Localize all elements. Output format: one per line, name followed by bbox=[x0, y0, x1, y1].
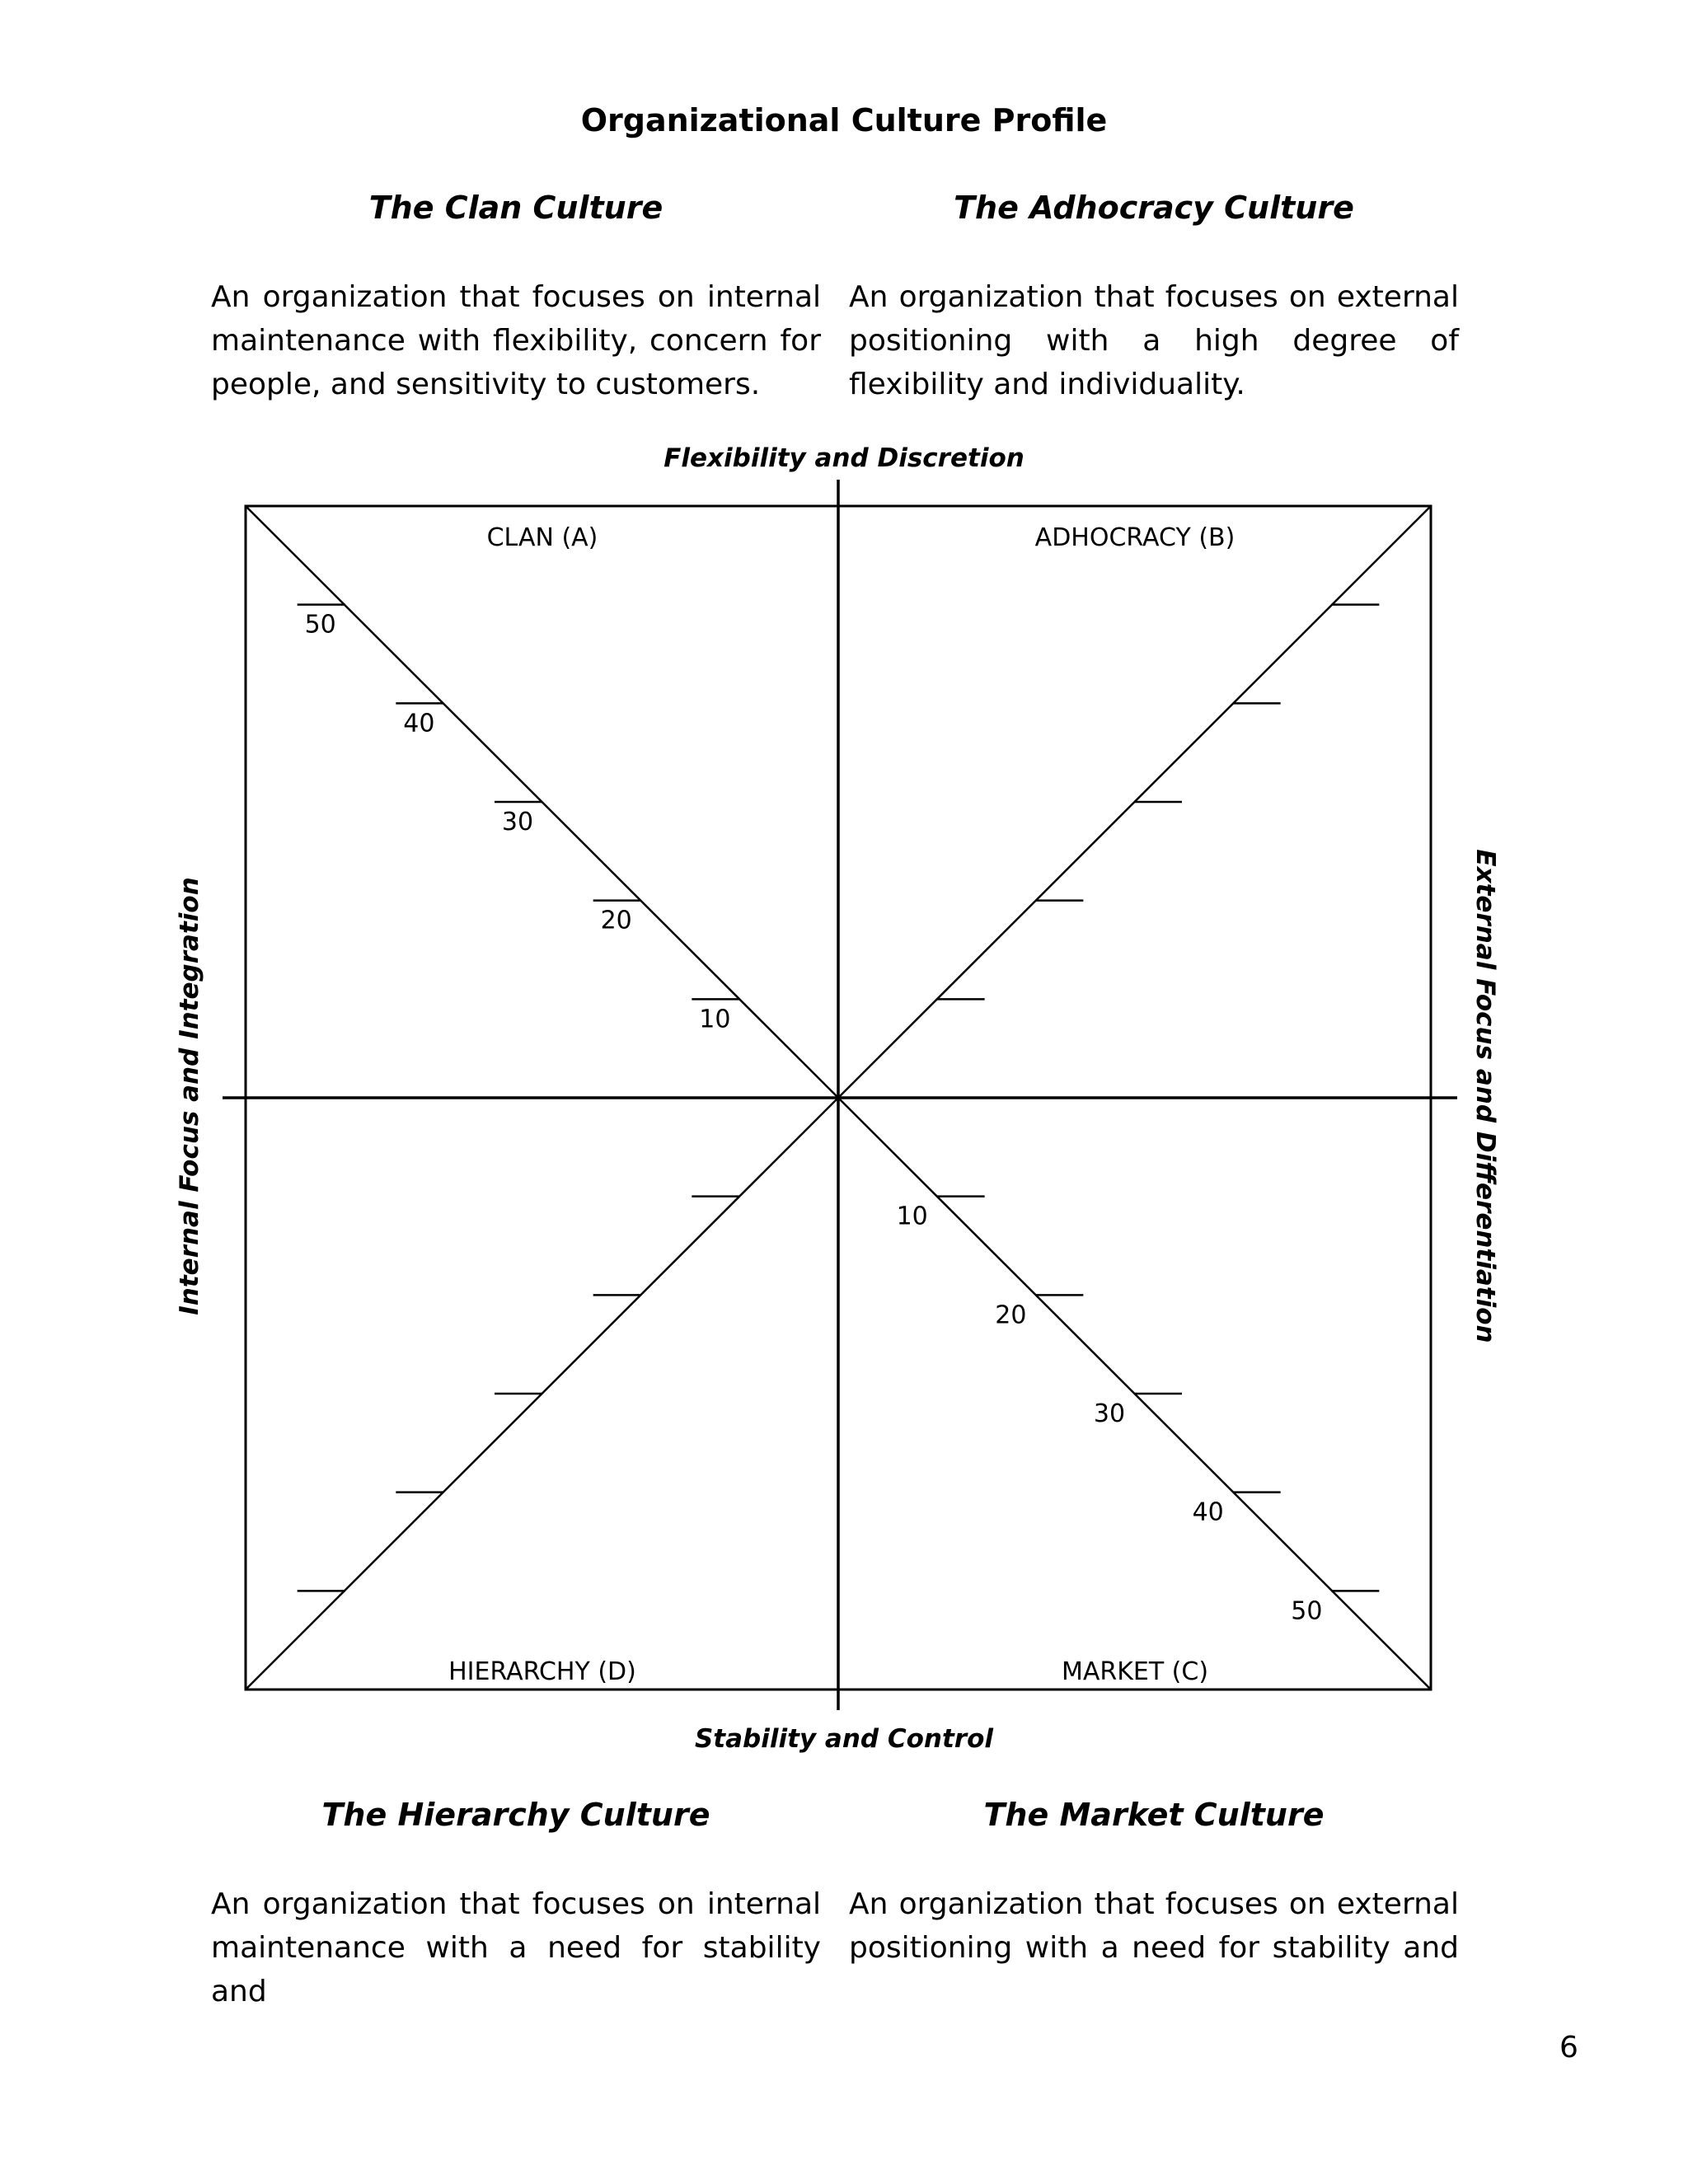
quadrant-label-hierarchy: HIERARCHY (D) bbox=[448, 1657, 636, 1686]
market-culture-heading: The Market Culture bbox=[983, 1797, 1325, 1833]
axis-label-right: External Focus and Differentiation bbox=[1470, 849, 1500, 1343]
page-number: 6 bbox=[1559, 2031, 1578, 2064]
scale-label-clan-20: 20 bbox=[600, 906, 632, 935]
scale-label-clan-10: 10 bbox=[699, 1005, 731, 1034]
scale-label-market-40: 40 bbox=[1192, 1497, 1224, 1527]
scale-label-market-50: 50 bbox=[1291, 1596, 1323, 1626]
quadrant-label-adhocracy: ADHOCRACY (B) bbox=[1034, 523, 1236, 552]
axis-label-bottom: Stability and Control bbox=[694, 1724, 994, 1754]
scale-label-clan-30: 30 bbox=[501, 808, 534, 837]
scale-label-clan-40: 40 bbox=[403, 709, 435, 738]
axis-label-left: Internal Focus and Integration bbox=[175, 877, 204, 1315]
market-culture-description: An organization that focuses on external positioning with a need for stability and bbox=[849, 1887, 1459, 1965]
adhocracy-culture-heading: The Adhocracy Culture bbox=[954, 190, 1354, 226]
axis-label-top: Flexibility and Discretion bbox=[663, 443, 1025, 473]
scale-label-market-30: 30 bbox=[1093, 1399, 1126, 1428]
clan-culture-description: An organization that focuses on internal maintenance with flexibility, concern for people, and sensitivity to customers. bbox=[211, 280, 821, 401]
quadrant-label-clan: CLAN (A) bbox=[486, 523, 598, 552]
hierarchy-culture-description: An organization that focuses on internal maintenance with a need for stability and bbox=[211, 1887, 821, 2008]
quadrant-label-market: MARKET (C) bbox=[1061, 1657, 1209, 1686]
clan-culture-heading: The Clan Culture bbox=[368, 190, 663, 226]
adhocracy-culture-description: An organization that focuses on external positioning with a high degree of flexibility and individuality. bbox=[849, 280, 1459, 401]
page-title: Organizational Culture Profile bbox=[580, 102, 1108, 138]
scale-label-clan-50: 50 bbox=[304, 610, 336, 640]
hierarchy-culture-heading: The Hierarchy Culture bbox=[321, 1797, 710, 1833]
scale-label-market-10: 10 bbox=[896, 1202, 928, 1231]
scale-label-market-20: 20 bbox=[995, 1301, 1027, 1330]
